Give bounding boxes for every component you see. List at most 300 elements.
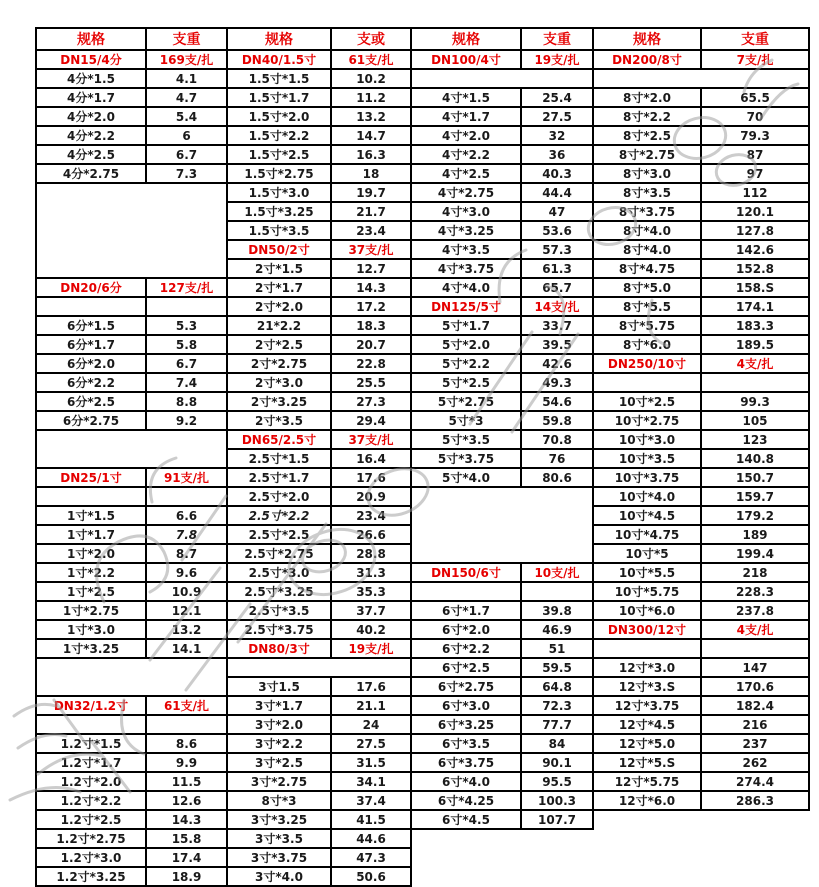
spec-cell: 12寸*3.S bbox=[593, 677, 701, 696]
weight-cell: 27.5 bbox=[331, 734, 411, 753]
spec-cell: 1.2寸*2.5 bbox=[36, 810, 146, 829]
spec-cell: 8寸*5.75 bbox=[593, 316, 701, 335]
spec-cell: 1寸*2.5 bbox=[36, 582, 146, 601]
spec-cell: 3寸*3.75 bbox=[227, 848, 331, 867]
spec-cell: 6寸*4.5 bbox=[411, 810, 521, 829]
spec-cell: 4寸*2.2 bbox=[411, 145, 521, 164]
spec-cell: 2寸*1.7 bbox=[227, 278, 331, 297]
spec-cell: 8寸*5.5 bbox=[593, 297, 701, 316]
weight-cell: 237.8 bbox=[701, 601, 809, 620]
spec-cell: 2.5寸*2.75 bbox=[227, 544, 331, 563]
section-header-cell: DN100/4寸 bbox=[411, 50, 521, 69]
weight-cell bbox=[701, 867, 809, 886]
section-header-cell: DN65/2.5寸 bbox=[227, 430, 331, 449]
spec-cell: 1.2寸*3.25 bbox=[36, 867, 146, 886]
weight-cell: 6.7 bbox=[146, 354, 227, 373]
weight-cell: 53.6 bbox=[521, 221, 593, 240]
spec-cell: 4寸*2.5 bbox=[411, 164, 521, 183]
weight-cell: 22.8 bbox=[331, 354, 411, 373]
weight-cell: 95.5 bbox=[521, 772, 593, 791]
spec-cell: 4寸*3.25 bbox=[411, 221, 521, 240]
weight-cell: 286.3 bbox=[701, 791, 809, 810]
weight-cell: 90.1 bbox=[521, 753, 593, 772]
spec-cell: 10寸*4.5 bbox=[593, 506, 701, 525]
spec-cell: 5寸*2.2 bbox=[411, 354, 521, 373]
spec-cell: 2.5寸*1.7 bbox=[227, 468, 331, 487]
spec-cell: 10寸*5.75 bbox=[593, 582, 701, 601]
weight-cell: 31.3 bbox=[331, 563, 411, 582]
weight-cell: 99.3 bbox=[701, 392, 809, 411]
weight-cell: 28.8 bbox=[331, 544, 411, 563]
spec-cell: 2.5寸*3.0 bbox=[227, 563, 331, 582]
weight-cell bbox=[521, 829, 593, 848]
section-header-cell: DN125/5寸 bbox=[411, 297, 521, 316]
weight-cell: 10.2 bbox=[331, 69, 411, 88]
weight-cell: 23.4 bbox=[331, 506, 411, 525]
weight-cell: 218 bbox=[701, 563, 809, 582]
spec-cell: 1.5寸*3.0 bbox=[227, 183, 331, 202]
section-header-cell: 4支/扎 bbox=[701, 620, 809, 639]
weight-cell: 9.6 bbox=[146, 563, 227, 582]
weight-cell: 170.6 bbox=[701, 677, 809, 696]
weight-cell: 20.7 bbox=[331, 335, 411, 354]
weight-cell: 7.8 bbox=[146, 525, 227, 544]
spec-cell: 5寸*1.7 bbox=[411, 316, 521, 335]
spec-cell: 10寸*2.75 bbox=[593, 411, 701, 430]
spec-cell bbox=[593, 848, 701, 867]
spec-cell: 1寸*3.25 bbox=[36, 639, 146, 658]
spec-cell: 10寸*4.0 bbox=[593, 487, 701, 506]
column-header-cell: 支重 bbox=[701, 28, 809, 50]
weight-cell: 54.6 bbox=[521, 392, 593, 411]
column-header-cell: 支重 bbox=[146, 28, 227, 50]
weight-cell: 262 bbox=[701, 753, 809, 772]
weight-cell: 5.4 bbox=[146, 107, 227, 126]
spec-cell bbox=[593, 69, 809, 88]
weight-cell: 25.5 bbox=[331, 373, 411, 392]
spec-cell bbox=[36, 297, 146, 316]
spec-cell: 8寸*2.75 bbox=[593, 145, 701, 164]
weight-cell: 17.2 bbox=[331, 297, 411, 316]
weight-cell: 50.6 bbox=[331, 867, 411, 886]
spec-cell: 2.5寸*3.75 bbox=[227, 620, 331, 639]
weight-cell: 147 bbox=[701, 658, 809, 677]
spec-cell: 1.5寸*3.25 bbox=[227, 202, 331, 221]
spec-cell: 2.5寸*2.5 bbox=[227, 525, 331, 544]
weight-cell: 51 bbox=[521, 639, 593, 658]
weight-cell: 199.4 bbox=[701, 544, 809, 563]
weight-cell: 12.7 bbox=[331, 259, 411, 278]
section-header-cell: DN40/1.5寸 bbox=[227, 50, 331, 69]
section-header-cell: 14支/扎 bbox=[521, 297, 593, 316]
weight-cell: 189 bbox=[701, 525, 809, 544]
weight-cell: 70 bbox=[701, 107, 809, 126]
spec-cell: 2.5寸*3.5 bbox=[227, 601, 331, 620]
weight-cell: 8.7 bbox=[146, 544, 227, 563]
weight-cell bbox=[521, 848, 593, 867]
weight-cell: 97 bbox=[701, 164, 809, 183]
weight-cell: 18 bbox=[331, 164, 411, 183]
weight-cell bbox=[521, 867, 593, 886]
weight-cell: 24 bbox=[331, 715, 411, 734]
spec-cell bbox=[36, 430, 227, 468]
spec-cell: 3寸*2.5 bbox=[227, 753, 331, 772]
spec-cell: 10寸*3.5 bbox=[593, 449, 701, 468]
section-header-cell: 91支/扎 bbox=[146, 468, 227, 487]
weight-cell: 9.2 bbox=[146, 411, 227, 430]
spec-cell: 6寸*4.25 bbox=[411, 791, 521, 810]
section-header-cell: DN50/2寸 bbox=[227, 240, 331, 259]
weight-cell: 41.5 bbox=[331, 810, 411, 829]
weight-cell: 174.1 bbox=[701, 297, 809, 316]
section-header-cell: 10支/扎 bbox=[521, 563, 593, 582]
spec-cell: 1寸*1.7 bbox=[36, 525, 146, 544]
weight-cell: 11.5 bbox=[146, 772, 227, 791]
weight-cell: 84 bbox=[521, 734, 593, 753]
weight-cell: 237 bbox=[701, 734, 809, 753]
spec-cell: 1.5寸*2.5 bbox=[227, 145, 331, 164]
spec-cell: 1.2寸*2.0 bbox=[36, 772, 146, 791]
spec-cell bbox=[593, 373, 701, 392]
spec-cell: 3寸*3.25 bbox=[227, 810, 331, 829]
weight-cell: 152.8 bbox=[701, 259, 809, 278]
spec-cell: 4分*2.0 bbox=[36, 107, 146, 126]
column-header-cell: 规格 bbox=[36, 28, 146, 50]
weight-cell: 36 bbox=[521, 145, 593, 164]
weight-cell: 59.5 bbox=[521, 658, 593, 677]
weight-cell: 40.2 bbox=[331, 620, 411, 639]
spec-cell: 2.5寸*1.5 bbox=[227, 449, 331, 468]
spec-cell: 8寸*3.75 bbox=[593, 202, 701, 221]
weight-cell: 47.3 bbox=[331, 848, 411, 867]
spec-cell: 6分*1.7 bbox=[36, 335, 146, 354]
section-header-cell: 4支/扎 bbox=[701, 354, 809, 373]
weight-cell: 14.1 bbox=[146, 639, 227, 658]
weight-cell: 37.4 bbox=[331, 791, 411, 810]
spec-cell: 12寸*6.0 bbox=[593, 791, 701, 810]
weight-cell: 13.2 bbox=[331, 107, 411, 126]
spec-cell: 3寸*4.0 bbox=[227, 867, 331, 886]
weight-cell: 12.6 bbox=[146, 791, 227, 810]
weight-cell: 16.4 bbox=[331, 449, 411, 468]
weight-cell: 5.3 bbox=[146, 316, 227, 335]
column-header-cell: 规格 bbox=[227, 28, 331, 50]
column-header-cell: 规格 bbox=[593, 28, 701, 50]
spec-cell: 6分*2.0 bbox=[36, 354, 146, 373]
spec-cell: 6寸*2.5 bbox=[411, 658, 521, 677]
weight-cell: 87 bbox=[701, 145, 809, 164]
spec-cell: 5寸*2.75 bbox=[411, 392, 521, 411]
spec-cell: 10寸*3.0 bbox=[593, 430, 701, 449]
weight-cell: 179.2 bbox=[701, 506, 809, 525]
weight-cell: 49.3 bbox=[521, 373, 593, 392]
spec-cell: 6寸*2.0 bbox=[411, 620, 521, 639]
weight-cell: 64.8 bbox=[521, 677, 593, 696]
weight-cell: 39.5 bbox=[521, 335, 593, 354]
spec-cell: 4寸*3.75 bbox=[411, 259, 521, 278]
weight-cell bbox=[701, 373, 809, 392]
weight-cell: 37.7 bbox=[331, 601, 411, 620]
spec-cell: 4寸*2.75 bbox=[411, 183, 521, 202]
spec-cell: 4分*2.75 bbox=[36, 164, 146, 183]
section-header-cell: 37支/扎 bbox=[331, 430, 411, 449]
spec-cell: 4寸*2.0 bbox=[411, 126, 521, 145]
weight-cell: 12.1 bbox=[146, 601, 227, 620]
spec-cell: 6寸*3.5 bbox=[411, 734, 521, 753]
spec-cell: 3寸*1.7 bbox=[227, 696, 331, 715]
spec-cell: 6寸*3.25 bbox=[411, 715, 521, 734]
weight-cell: 8.8 bbox=[146, 392, 227, 411]
weight-cell: 274.4 bbox=[701, 772, 809, 791]
section-header-cell: DN25/1寸 bbox=[36, 468, 146, 487]
weight-cell bbox=[146, 715, 227, 734]
spec-cell: 2.5寸*2.2 bbox=[227, 506, 331, 525]
spec-cell: 8寸*2.2 bbox=[593, 107, 701, 126]
weight-cell: 27.3 bbox=[331, 392, 411, 411]
spec-cell: 6分*2.75 bbox=[36, 411, 146, 430]
weight-cell: 23.4 bbox=[331, 221, 411, 240]
weight-cell: 14.7 bbox=[331, 126, 411, 145]
section-header-cell: 169支/扎 bbox=[146, 50, 227, 69]
weight-cell: 72.3 bbox=[521, 696, 593, 715]
weight-cell: 6.7 bbox=[146, 145, 227, 164]
spec-cell bbox=[593, 829, 701, 848]
weight-cell: 159.7 bbox=[701, 487, 809, 506]
weight-cell: 79.3 bbox=[701, 126, 809, 145]
spec-cell: 6寸*3.0 bbox=[411, 696, 521, 715]
spec-cell: 10寸*4.75 bbox=[593, 525, 701, 544]
weight-cell: 105 bbox=[701, 411, 809, 430]
weight-cell: 13.2 bbox=[146, 620, 227, 639]
spec-cell: 1.5寸*2.2 bbox=[227, 126, 331, 145]
spec-cell: 8寸*4.0 bbox=[593, 240, 701, 259]
spec-cell: 1.2寸*1.7 bbox=[36, 753, 146, 772]
weight-cell: 17.6 bbox=[331, 677, 411, 696]
weight-cell: 5.8 bbox=[146, 335, 227, 354]
weight-cell: 120.1 bbox=[701, 202, 809, 221]
weight-cell: 6.6 bbox=[146, 506, 227, 525]
spec-cell: 1.5寸*1.5 bbox=[227, 69, 331, 88]
weight-cell: 140.8 bbox=[701, 449, 809, 468]
spec-cell: 4分*1.7 bbox=[36, 88, 146, 107]
section-header-cell: DN20/6分 bbox=[36, 278, 146, 297]
spec-cell: 2寸*3.25 bbox=[227, 392, 331, 411]
spec-cell: 2.5寸*2.0 bbox=[227, 487, 331, 506]
weight-cell: 11.2 bbox=[331, 88, 411, 107]
spec-cell bbox=[411, 69, 593, 88]
weight-cell: 35.3 bbox=[331, 582, 411, 601]
spec-cell: 8寸*4.75 bbox=[593, 259, 701, 278]
section-header-cell: DN15/4分 bbox=[36, 50, 146, 69]
spec-cell: 4寸*1.5 bbox=[411, 88, 521, 107]
spec-cell bbox=[593, 810, 701, 829]
spec-cell bbox=[593, 867, 701, 886]
spec-cell: 12寸*5.S bbox=[593, 753, 701, 772]
weight-cell: 31.5 bbox=[331, 753, 411, 772]
section-header-cell: DN250/10寸 bbox=[593, 354, 701, 373]
section-header-cell: DN32/1.2寸 bbox=[36, 696, 146, 715]
spec-cell: 1.2寸*2.2 bbox=[36, 791, 146, 810]
spec-cell bbox=[411, 487, 593, 563]
spec-cell bbox=[36, 487, 146, 506]
weight-cell: 123 bbox=[701, 430, 809, 449]
weight-cell: 33.7 bbox=[521, 316, 593, 335]
weight-cell: 21.1 bbox=[331, 696, 411, 715]
weight-cell: 32 bbox=[521, 126, 593, 145]
spec-cell: 8寸*3.5 bbox=[593, 183, 701, 202]
weight-cell: 10.9 bbox=[146, 582, 227, 601]
spec-cell: 1寸*1.5 bbox=[36, 506, 146, 525]
spec-cell bbox=[411, 829, 521, 848]
spec-weight-table bbox=[35, 27, 810, 887]
spec-cell: 4寸*3.5 bbox=[411, 240, 521, 259]
spec-cell: 1寸*2.0 bbox=[36, 544, 146, 563]
spec-cell: 4寸*3.0 bbox=[411, 202, 521, 221]
spec-cell: 1.2寸*2.75 bbox=[36, 829, 146, 848]
spec-cell: 2寸*1.5 bbox=[227, 259, 331, 278]
weight-cell: 6 bbox=[146, 126, 227, 145]
weight-cell: 17.4 bbox=[146, 848, 227, 867]
section-header-cell: 19支/扎 bbox=[521, 50, 593, 69]
weight-cell: 9.9 bbox=[146, 753, 227, 772]
spec-cell: 4分*2.5 bbox=[36, 145, 146, 164]
weight-cell: 29.4 bbox=[331, 411, 411, 430]
weight-cell: 26.6 bbox=[331, 525, 411, 544]
spec-cell: 1.5寸*3.5 bbox=[227, 221, 331, 240]
spec-cell: 10寸*5.5 bbox=[593, 563, 701, 582]
spec-cell: 3寸*2.75 bbox=[227, 772, 331, 791]
weight-cell: 16.3 bbox=[331, 145, 411, 164]
weight-cell: 46.9 bbox=[521, 620, 593, 639]
spec-cell: 10寸*3.75 bbox=[593, 468, 701, 487]
weight-cell: 189.5 bbox=[701, 335, 809, 354]
weight-cell: 4.1 bbox=[146, 69, 227, 88]
spec-cell: 6分*2.5 bbox=[36, 392, 146, 411]
spec-cell: 1.5寸*2.75 bbox=[227, 164, 331, 183]
weight-cell: 59.8 bbox=[521, 411, 593, 430]
spec-cell bbox=[593, 639, 701, 658]
spec-cell: 6寸*2.2 bbox=[411, 639, 521, 658]
spec-cell: 6寸*1.7 bbox=[411, 601, 521, 620]
spec-cell: 2寸*3.0 bbox=[227, 373, 331, 392]
weight-cell bbox=[146, 487, 227, 506]
spec-cell: 3寸*2.0 bbox=[227, 715, 331, 734]
weight-cell: 77.7 bbox=[521, 715, 593, 734]
weight-cell: 57.3 bbox=[521, 240, 593, 259]
spec-cell: 6寸*2.75 bbox=[411, 677, 521, 696]
weight-cell: 76 bbox=[521, 449, 593, 468]
spec-cell: 1.5寸*1.7 bbox=[227, 88, 331, 107]
spec-cell: 6分*1.5 bbox=[36, 316, 146, 335]
weight-cell bbox=[701, 639, 809, 658]
spec-cell: 1.5寸*2.0 bbox=[227, 107, 331, 126]
spec-cell: 6寸*3.75 bbox=[411, 753, 521, 772]
spec-cell bbox=[411, 867, 521, 886]
weight-cell: 14.3 bbox=[146, 810, 227, 829]
weight-cell: 107.7 bbox=[521, 810, 593, 829]
weight-cell: 65.5 bbox=[701, 88, 809, 107]
spec-cell: 12寸*4.5 bbox=[593, 715, 701, 734]
spec-cell: 4寸*4.0 bbox=[411, 278, 521, 297]
spec-cell: 21*2.2 bbox=[227, 316, 331, 335]
spec-cell: 10寸*6.0 bbox=[593, 601, 701, 620]
spec-cell: 5寸*2.5 bbox=[411, 373, 521, 392]
weight-cell: 112 bbox=[701, 183, 809, 202]
weight-cell: 19.7 bbox=[331, 183, 411, 202]
weight-cell: 80.6 bbox=[521, 468, 593, 487]
weight-cell: 17.6 bbox=[331, 468, 411, 487]
section-header-cell: 127支/扎 bbox=[146, 278, 227, 297]
weight-cell: 7.4 bbox=[146, 373, 227, 392]
weight-cell bbox=[701, 848, 809, 867]
spec-cell: 2寸*3.5 bbox=[227, 411, 331, 430]
column-header-cell: 支或 bbox=[331, 28, 411, 50]
weight-cell: 18.9 bbox=[146, 867, 227, 886]
spec-cell: 6分*2.2 bbox=[36, 373, 146, 392]
weight-cell: 127.8 bbox=[701, 221, 809, 240]
spec-cell: 8寸*2.0 bbox=[593, 88, 701, 107]
weight-cell: 15.8 bbox=[146, 829, 227, 848]
weight-cell: 20.9 bbox=[331, 487, 411, 506]
spec-cell: 4分*2.2 bbox=[36, 126, 146, 145]
weight-cell: 142.6 bbox=[701, 240, 809, 259]
weight-cell: 228.3 bbox=[701, 582, 809, 601]
spec-cell: 8寸*5.0 bbox=[593, 278, 701, 297]
spec-cell: 4寸*1.7 bbox=[411, 107, 521, 126]
section-header-cell: 37支/扎 bbox=[331, 240, 411, 259]
weight-cell: 27.5 bbox=[521, 107, 593, 126]
weight-cell bbox=[146, 297, 227, 316]
weight-cell: 7.3 bbox=[146, 164, 227, 183]
weight-cell bbox=[701, 810, 809, 829]
section-header-cell: DN150/6寸 bbox=[411, 563, 521, 582]
spec-cell bbox=[36, 715, 146, 734]
spec-cell: 5寸*2.0 bbox=[411, 335, 521, 354]
weight-cell: 100.3 bbox=[521, 791, 593, 810]
spec-cell: 3寸*2.2 bbox=[227, 734, 331, 753]
spec-cell: 5寸*3 bbox=[411, 411, 521, 430]
weight-cell: 216 bbox=[701, 715, 809, 734]
weight-cell: 39.8 bbox=[521, 601, 593, 620]
weight-cell: 25.4 bbox=[521, 88, 593, 107]
spec-cell: 12寸*5.0 bbox=[593, 734, 701, 753]
section-header-cell: 19支/扎 bbox=[331, 639, 411, 658]
weight-cell: 47 bbox=[521, 202, 593, 221]
spec-cell: 1.2寸*1.5 bbox=[36, 734, 146, 753]
weight-cell: 158.S bbox=[701, 278, 809, 297]
spec-cell: 8寸*4.0 bbox=[593, 221, 701, 240]
section-header-cell: 61支/扎 bbox=[146, 696, 227, 715]
weight-cell: 40.3 bbox=[521, 164, 593, 183]
weight-cell: 18.3 bbox=[331, 316, 411, 335]
weight-cell bbox=[701, 829, 809, 848]
spec-cell: 8寸*2.5 bbox=[593, 126, 701, 145]
spec-cell: 5寸*4.0 bbox=[411, 468, 521, 487]
spec-cell: 10寸*2.5 bbox=[593, 392, 701, 411]
spec-cell: 4分*1.5 bbox=[36, 69, 146, 88]
spec-cell: 12寸*3.75 bbox=[593, 696, 701, 715]
spec-cell: 8寸*3.0 bbox=[593, 164, 701, 183]
spec-cell: 1寸*2.75 bbox=[36, 601, 146, 620]
section-header-cell: DN300/12寸 bbox=[593, 620, 701, 639]
spec-cell: 2寸*2.0 bbox=[227, 297, 331, 316]
weight-cell: 70.8 bbox=[521, 430, 593, 449]
spec-cell bbox=[36, 183, 227, 278]
weight-cell: 4.7 bbox=[146, 88, 227, 107]
weight-cell: 44.6 bbox=[331, 829, 411, 848]
weight-cell: 8.6 bbox=[146, 734, 227, 753]
spec-cell bbox=[227, 658, 411, 677]
